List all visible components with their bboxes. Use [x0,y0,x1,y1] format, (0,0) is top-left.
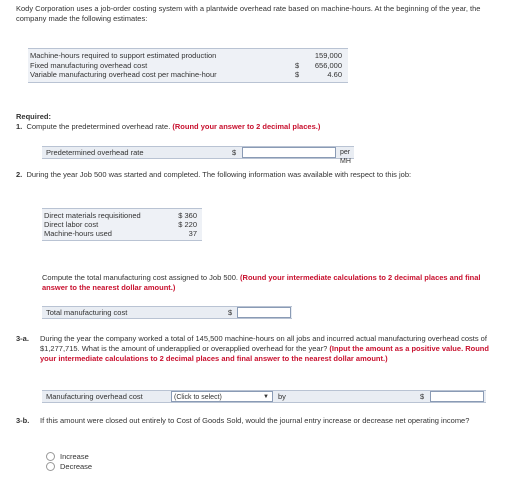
compute-note: (Round your intermediate calculations to 2 decimal places and final answer to the nearest dollar amount.) [42,273,481,292]
q3a-number: 3-a. [16,334,29,343]
currency-symbol: $ [228,308,233,317]
q3a-note: (Input the amount as a positive value. Round your intermediate calculations to 2 decimal places and final answer to the nearest dollar amount.) [40,344,489,363]
job-table [42,208,202,241]
overhead-amount-input[interactable] [430,391,484,402]
applied-select[interactable]: (Click to select) ▼ [171,391,273,402]
currency-symbol: $ [420,392,425,401]
chevron-down-icon: ▼ [263,394,269,400]
compute-section [42,273,492,293]
estimate-row: Machine-hours required to support estimated production 159,000 [30,51,342,60]
job-row: Direct labor cost $ 220 [44,220,197,229]
job-row: Machine-hours used 37 [44,229,197,238]
unit-label: per MH [340,149,351,165]
estimates-table [28,48,348,83]
q2-text: During the year Job 500 was started and completed. The following information was available with respect to this job: [26,170,412,179]
radio-button-icon[interactable] [46,452,55,461]
job-row: Direct materials requisitioned $ 360 [44,211,197,220]
q3b-number: 3-b. [16,416,30,425]
total-cost-bar [42,306,292,319]
radio-decrease[interactable]: Decrease [46,461,92,471]
estimate-row: Fixed manufacturing overhead cost $ 656,000 [30,60,342,70]
q2-number: 2. [16,170,23,179]
predetermined-rate-input[interactable] [242,147,336,158]
radio-group [46,451,92,471]
intro-text: Kody Corporation uses a job-order costing system with a plantwide overhead rate based on machine-hours. At the beginning of the year, the company made the following estimates: [16,4,481,23]
q3b-text: If this amount were closed out entirely to Cost of Goods Sold, would the journal entry increase or decrease net operating income? [40,416,470,425]
compute-text: Compute the total manufacturing cost assigned to Job 500. [42,273,238,282]
radio-increase[interactable]: Increase [46,451,92,461]
currency-symbol: $ [232,148,237,157]
q3a-section [16,334,491,364]
q1-answer-bar [42,146,354,165]
total-cost-label: Total manufacturing cost [46,308,128,317]
q3a-text: During the year the company worked a total of 145,500 machine-hours on all jobs and incurred actual manufacturing overhead costs of $1,277,715. What is the amount of underapplied or overapplied overhead for the year? [40,334,487,353]
q1-bar-label: Predetermined overhead rate [46,148,144,157]
required-heading: Required: [16,112,52,121]
required-section [16,112,320,132]
overhead-bar [42,390,486,403]
estimate-row: Variable manufacturing overhead cost per machine-hour $ 4.60 [30,70,342,79]
q1-note: (Round your answer to 2 decimal places.) [172,122,321,131]
overhead-label: Manufacturing overhead cost [46,392,143,401]
q1-number: 1. [16,122,23,131]
total-cost-input[interactable] [237,307,291,318]
q2-section [16,170,486,180]
by-label: by [278,392,286,401]
q1-text: Compute the predetermined overhead rate. [26,122,171,131]
q3b-section [16,416,486,426]
radio-button-icon[interactable] [46,462,55,471]
